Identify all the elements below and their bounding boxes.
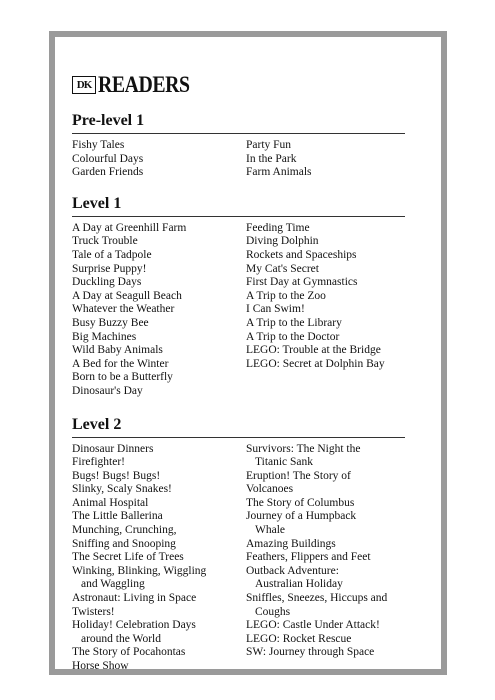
book-title: Twisters! [72, 605, 115, 618]
book-title: Dinosaur Dinners [72, 442, 154, 455]
book-title: Born to be a Butterfly [72, 371, 173, 384]
page-frame [49, 31, 447, 675]
section-title: Pre-level 1 [72, 111, 405, 134]
book-title: Coughs [255, 605, 291, 618]
book-title: Truck Trouble [72, 235, 138, 248]
book-columns [72, 443, 408, 674]
book-title: Feathers, Flippers and Feet [246, 551, 371, 564]
book-title: The Story of Pocahontas [72, 646, 186, 659]
book-title: Fishy Tales [72, 139, 125, 151]
book-title: The Story of Columbus [246, 496, 355, 509]
book-title: A Bed for the Winter [72, 357, 169, 370]
book-title: In the Park [246, 152, 297, 165]
book-title: A Trip to the Doctor [246, 330, 340, 343]
book-title: Garden Friends [72, 166, 144, 179]
book-title: Firefighter! [72, 456, 126, 469]
book-title: Volcanoes [246, 483, 294, 496]
book-title: Duckling Days [72, 276, 142, 289]
book-list-right [246, 222, 408, 399]
book-title: Munching, Crunching, [72, 524, 177, 537]
book-title: Farm Animals [246, 166, 312, 179]
book-title: LEGO: Secret at Dolphin Bay [246, 357, 385, 370]
book-title: Diving Dolphin [246, 235, 319, 248]
book-title: Rockets and Spaceships [246, 248, 357, 261]
section-title: Level 2 [72, 415, 405, 438]
book-title: Survivors: The Night the [246, 442, 361, 455]
book-title: Tale of a Tadpole [72, 248, 152, 261]
book-list-left [72, 222, 246, 399]
book-title: Astronaut: Living in Space [72, 592, 197, 605]
book-title: Amazing Buildings [246, 537, 336, 550]
section-pre-level-1 [72, 111, 408, 180]
content [72, 73, 408, 674]
section-level-2 [72, 415, 408, 674]
book-list-right [246, 443, 408, 674]
book-title: Whatever the Weather [72, 303, 175, 316]
dk-readers-logo [72, 73, 408, 97]
book-title: Surprise Puppy! [72, 262, 147, 275]
book-title: First Day at Gymnastics [246, 276, 358, 289]
book-title: LEGO: Rocket Rescue [246, 632, 352, 645]
book-title: Busy Buzzy Bee [72, 316, 149, 329]
book-title: LEGO: Castle Under Attack! [246, 619, 380, 632]
book-title: and Waggling [81, 578, 145, 591]
book-title: Eruption! The Story of [246, 469, 351, 482]
readers-wordmark: READERS [98, 72, 190, 97]
book-title: Holiday! Celebration Days [72, 619, 196, 632]
book-title: SW: Journey through Space [246, 646, 375, 659]
book-title: A Trip to the Library [246, 316, 342, 329]
book-title: My Cat's Secret [246, 262, 319, 275]
section-level-1 [72, 194, 408, 399]
book-title: Party Fun [246, 139, 292, 151]
book-title: A Trip to the Zoo [246, 289, 326, 302]
book-list-left [72, 139, 246, 180]
book-title: Titanic Sank [255, 456, 314, 469]
book-title: Feeding Time [246, 221, 310, 234]
book-title: A Day at Seagull Beach [72, 289, 182, 302]
book-title: Winking, Blinking, Wiggling [72, 564, 207, 577]
book-title: Whale [255, 524, 286, 537]
book-title: I Can Swim! [246, 303, 305, 316]
book-title: around the World [81, 632, 161, 645]
book-title: The Little Ballerina [72, 510, 163, 523]
book-title: Horse Show [72, 660, 129, 672]
book-title: Wild Baby Animals [72, 344, 163, 357]
book-list-left [72, 443, 246, 674]
book-title: The Secret Life of Trees [72, 551, 184, 564]
book-title: Dinosaur's Day [72, 384, 143, 397]
section-title: Level 1 [72, 194, 405, 217]
book-title: LEGO: Trouble at the Bridge [246, 344, 381, 357]
book-title: Bugs! Bugs! Bugs! [72, 469, 161, 482]
book-title: Journey of a Humpback [246, 510, 357, 523]
book-title: Slinky, Scaly Snakes! [72, 483, 172, 496]
book-title: A Day at Greenhill Farm [72, 221, 187, 234]
book-title: Big Machines [72, 330, 137, 343]
book-columns [72, 139, 408, 180]
book-list-right [246, 139, 408, 180]
dk-logo-mark: DK [72, 76, 96, 94]
book-title: Colourful Days [72, 152, 144, 165]
book-title: Animal Hospital [72, 496, 149, 509]
book-title: Outback Adventure: [246, 564, 339, 577]
book-columns [72, 222, 408, 399]
book-title: Sniffles, Sneezes, Hiccups and [246, 592, 388, 605]
book-title: Australian Holiday [255, 578, 343, 591]
book-title: Sniffing and Snooping [72, 537, 176, 550]
